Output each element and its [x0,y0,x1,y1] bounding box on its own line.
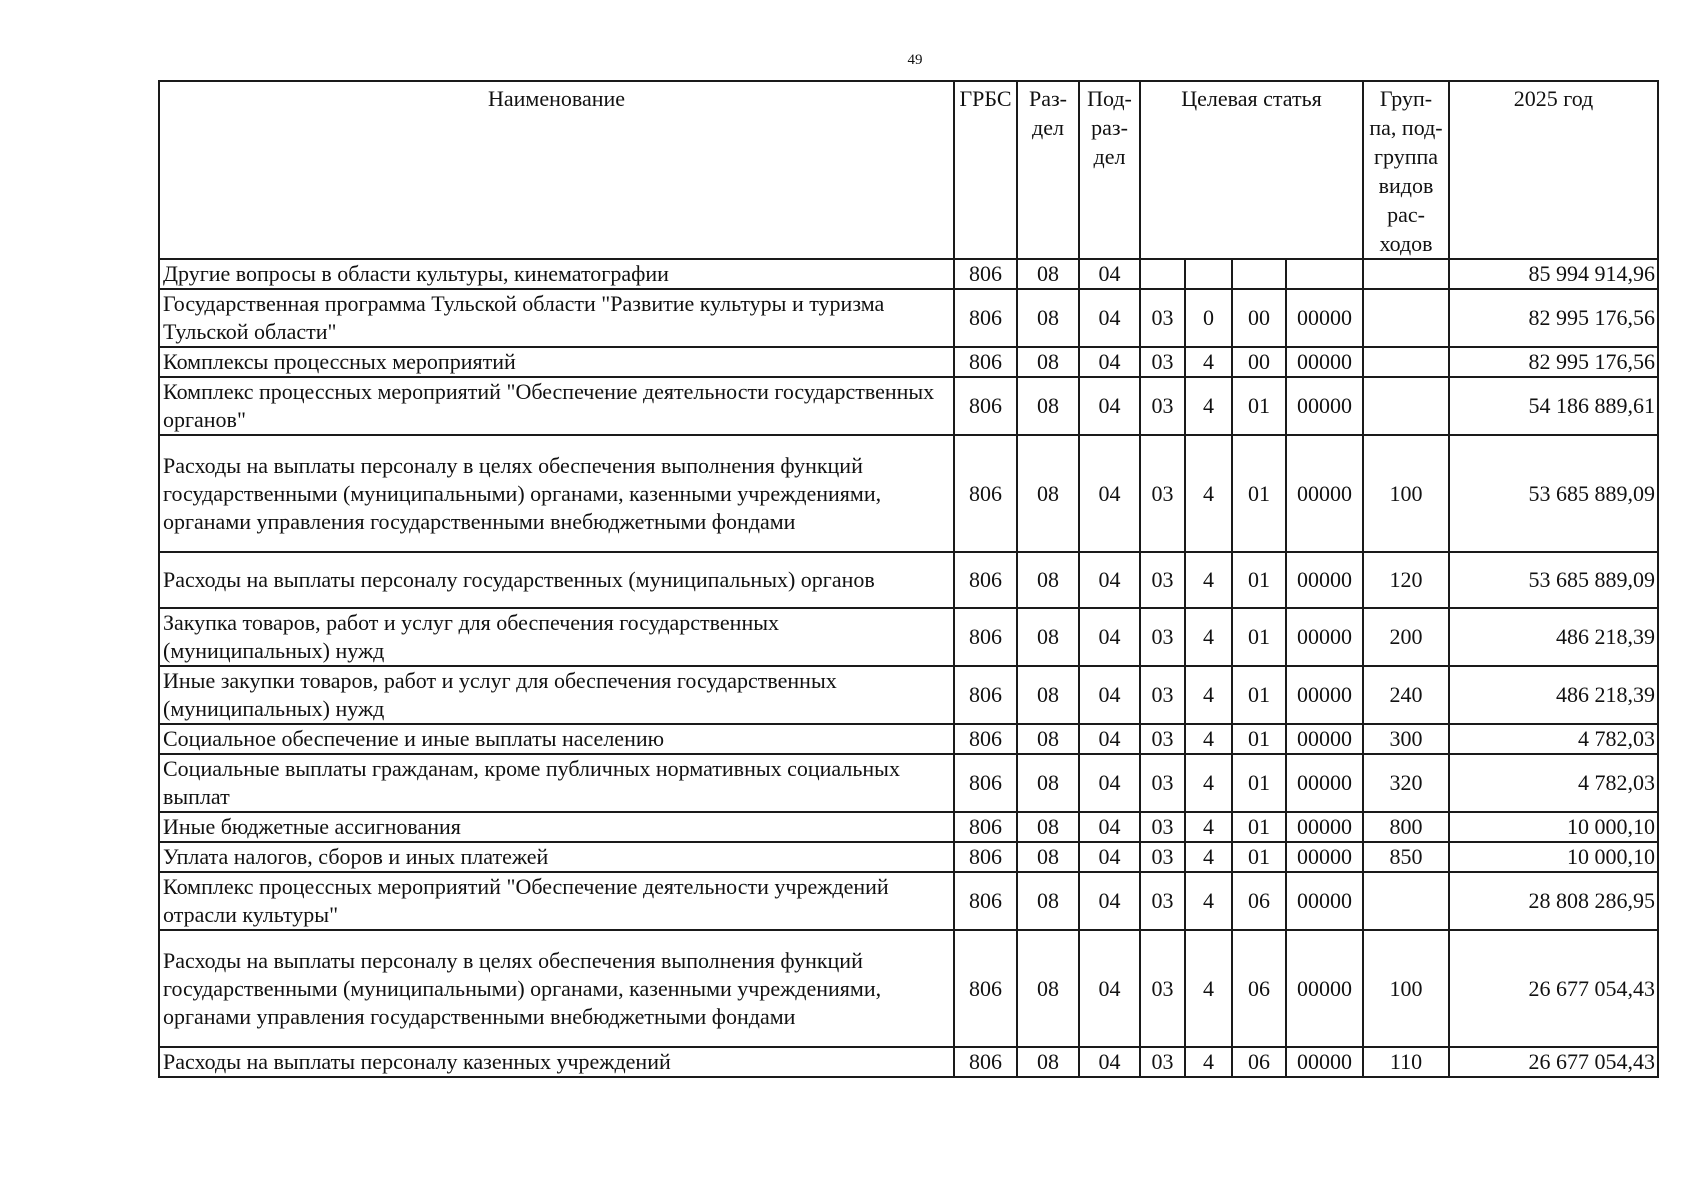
row-razdel: 08 [1017,377,1079,435]
row-podrazdel: 04 [1079,754,1140,812]
row-target-type [1185,259,1232,289]
table-row [159,754,1658,812]
row-target-subgroup: 01 [1232,666,1286,724]
row-target-subgroup [1232,259,1286,289]
row-target-type: 4 [1185,552,1232,608]
row-target-program: 03 [1140,435,1185,552]
row-razdel: 08 [1017,1047,1079,1077]
row-podrazdel: 04 [1079,1047,1140,1077]
row-amount: 10 000,10 [1449,812,1658,842]
header-name: Наименование [159,81,954,259]
row-razdel: 08 [1017,812,1079,842]
row-target-program: 03 [1140,377,1185,435]
row-name: Комплекс процессных мероприятий "Обеспечение деятельности учреждений отрасли культуры" [159,872,954,930]
row-target-subgroup: 00 [1232,289,1286,347]
row-expense-group [1363,377,1449,435]
row-name: Социальные выплаты гражданам, кроме публичных нормативных социальных выплат [159,754,954,812]
row-target-program: 03 [1140,552,1185,608]
row-expense-group [1363,259,1449,289]
row-amount: 486 218,39 [1449,608,1658,666]
row-name: Расходы на выплаты персоналу государственных (муниципальных) органов [159,552,954,608]
row-expense-group: 100 [1363,435,1449,552]
header-expense-group: Груп- па, под- группа видов рас- ходов [1363,81,1449,259]
table-row [159,930,1658,1047]
row-name: Государственная программа Тульской области "Развитие культуры и туризма Тульской области" [159,289,954,347]
table-row [159,259,1658,289]
row-target-direction: 00000 [1286,872,1363,930]
row-target-type: 4 [1185,930,1232,1047]
row-target-program: 03 [1140,608,1185,666]
row-expense-group: 200 [1363,608,1449,666]
row-grbs: 806 [954,724,1017,754]
row-target-program [1140,259,1185,289]
table-row [159,347,1658,377]
row-target-direction: 00000 [1286,724,1363,754]
row-target-program: 03 [1140,842,1185,872]
row-target-subgroup: 01 [1232,435,1286,552]
row-grbs: 806 [954,608,1017,666]
row-name: Иные закупки товаров, работ и услуг для обеспечения государственных (муниципальных) нужд [159,666,954,724]
row-grbs: 806 [954,812,1017,842]
row-name: Уплата налогов, сборов и иных платежей [159,842,954,872]
row-expense-group: 300 [1363,724,1449,754]
row-razdel: 08 [1017,754,1079,812]
row-grbs: 806 [954,842,1017,872]
row-razdel: 08 [1017,435,1079,552]
row-target-type: 4 [1185,1047,1232,1077]
row-name: Расходы на выплаты персоналу казенных учреждений [159,1047,954,1077]
row-podrazdel: 04 [1079,377,1140,435]
row-target-type: 4 [1185,347,1232,377]
row-expense-group [1363,289,1449,347]
row-target-direction: 00000 [1286,930,1363,1047]
header-podrazdel: Под- раз- дел [1079,81,1140,259]
row-target-direction: 00000 [1286,1047,1363,1077]
row-razdel: 08 [1017,872,1079,930]
row-name: Другие вопросы в области культуры, кинематографии [159,259,954,289]
header-razdel: Раз- дел [1017,81,1079,259]
table-row [159,724,1658,754]
row-expense-group [1363,872,1449,930]
row-razdel: 08 [1017,552,1079,608]
row-name: Расходы на выплаты персоналу в целях обеспечения выполнения функций государственными (муниципальными) органами, казенными учреждениями, органами управления государственными внебюджетными фондами [159,435,954,552]
row-target-subgroup: 01 [1232,552,1286,608]
row-target-type: 4 [1185,872,1232,930]
row-target-subgroup: 01 [1232,842,1286,872]
row-razdel: 08 [1017,930,1079,1047]
row-grbs: 806 [954,259,1017,289]
row-expense-group: 100 [1363,930,1449,1047]
row-podrazdel: 04 [1079,724,1140,754]
table-row [159,872,1658,930]
row-target-subgroup: 01 [1232,377,1286,435]
row-target-direction: 00000 [1286,842,1363,872]
row-grbs: 806 [954,552,1017,608]
row-target-program: 03 [1140,666,1185,724]
row-razdel: 08 [1017,259,1079,289]
row-podrazdel: 04 [1079,666,1140,724]
row-target-subgroup: 06 [1232,1047,1286,1077]
row-podrazdel: 04 [1079,930,1140,1047]
row-name: Комплекс процессных мероприятий "Обеспечение деятельности государственных органов" [159,377,954,435]
table-row [159,666,1658,724]
row-grbs: 806 [954,1047,1017,1077]
row-target-type: 4 [1185,666,1232,724]
row-podrazdel: 04 [1079,812,1140,842]
row-amount: 10 000,10 [1449,842,1658,872]
row-target-direction: 00000 [1286,552,1363,608]
table-row [159,377,1658,435]
row-podrazdel: 04 [1079,435,1140,552]
row-target-type: 0 [1185,289,1232,347]
row-amount: 54 186 889,61 [1449,377,1658,435]
header-row [159,81,1658,259]
row-target-direction [1286,259,1363,289]
row-amount: 4 782,03 [1449,754,1658,812]
row-target-direction: 00000 [1286,608,1363,666]
row-amount: 53 685 889,09 [1449,552,1658,608]
row-target-program: 03 [1140,289,1185,347]
row-podrazdel: 04 [1079,259,1140,289]
row-razdel: 08 [1017,842,1079,872]
row-target-subgroup: 01 [1232,754,1286,812]
row-amount: 53 685 889,09 [1449,435,1658,552]
table-row [159,842,1658,872]
header-grbs: ГРБС [954,81,1017,259]
table-row [159,608,1658,666]
row-target-direction: 00000 [1286,377,1363,435]
row-razdel: 08 [1017,289,1079,347]
table-row [159,435,1658,552]
row-target-subgroup: 06 [1232,872,1286,930]
row-grbs: 806 [954,435,1017,552]
row-target-type: 4 [1185,842,1232,872]
row-target-type: 4 [1185,754,1232,812]
row-amount: 26 677 054,43 [1449,930,1658,1047]
row-target-direction: 00000 [1286,347,1363,377]
row-target-program: 03 [1140,724,1185,754]
row-amount: 26 677 054,43 [1449,1047,1658,1077]
row-target-program: 03 [1140,347,1185,377]
row-target-type: 4 [1185,435,1232,552]
row-expense-group: 800 [1363,812,1449,842]
row-razdel: 08 [1017,608,1079,666]
row-grbs: 806 [954,666,1017,724]
row-podrazdel: 04 [1079,872,1140,930]
row-target-program: 03 [1140,1047,1185,1077]
header-target-article: Целевая статья [1140,81,1363,259]
row-target-subgroup: 00 [1232,347,1286,377]
row-target-direction: 00000 [1286,754,1363,812]
row-expense-group: 850 [1363,842,1449,872]
row-razdel: 08 [1017,347,1079,377]
row-amount: 4 782,03 [1449,724,1658,754]
row-target-direction: 00000 [1286,435,1363,552]
row-grbs: 806 [954,377,1017,435]
row-name: Иные бюджетные ассигнования [159,812,954,842]
row-expense-group: 320 [1363,754,1449,812]
row-grbs: 806 [954,289,1017,347]
table-row [159,289,1658,347]
row-amount: 28 808 286,95 [1449,872,1658,930]
row-target-subgroup: 01 [1232,608,1286,666]
row-target-subgroup: 01 [1232,812,1286,842]
row-target-type: 4 [1185,608,1232,666]
row-target-type: 4 [1185,812,1232,842]
row-target-program: 03 [1140,872,1185,930]
row-podrazdel: 04 [1079,608,1140,666]
row-target-program: 03 [1140,812,1185,842]
row-target-direction: 00000 [1286,812,1363,842]
row-grbs: 806 [954,347,1017,377]
row-target-type: 4 [1185,724,1232,754]
row-expense-group: 240 [1363,666,1449,724]
row-expense-group [1363,347,1449,377]
table-row [159,812,1658,842]
row-target-subgroup: 06 [1232,930,1286,1047]
row-razdel: 08 [1017,666,1079,724]
row-amount: 85 994 914,96 [1449,259,1658,289]
row-grbs: 806 [954,872,1017,930]
table-row [159,1047,1658,1077]
row-name: Закупка товаров, работ и услуг для обеспечения государственных (муниципальных) нужд [159,608,954,666]
row-podrazdel: 04 [1079,552,1140,608]
row-target-type: 4 [1185,377,1232,435]
table-body [159,259,1658,1077]
row-grbs: 806 [954,930,1017,1047]
row-name: Социальное обеспечение и иные выплаты населению [159,724,954,754]
row-target-direction: 00000 [1286,289,1363,347]
table-row [159,552,1658,608]
row-target-program: 03 [1140,754,1185,812]
row-target-program: 03 [1140,930,1185,1047]
row-amount: 82 995 176,56 [1449,289,1658,347]
row-name: Расходы на выплаты персоналу в целях обеспечения выполнения функций государственными (муниципальными) органами, казенными учреждениями, органами управления государственными внебюджетными фондами [159,930,954,1047]
row-amount: 82 995 176,56 [1449,347,1658,377]
row-target-direction: 00000 [1286,666,1363,724]
budget-table [158,80,1659,1078]
row-name: Комплексы процессных мероприятий [159,347,954,377]
row-expense-group: 110 [1363,1047,1449,1077]
row-amount: 486 218,39 [1449,666,1658,724]
row-razdel: 08 [1017,724,1079,754]
row-podrazdel: 04 [1079,347,1140,377]
row-target-subgroup: 01 [1232,724,1286,754]
row-grbs: 806 [954,754,1017,812]
header-year: 2025 год [1449,81,1658,259]
row-podrazdel: 04 [1079,289,1140,347]
row-expense-group: 120 [1363,552,1449,608]
row-podrazdel: 04 [1079,842,1140,872]
page-number: 49 [907,52,923,68]
